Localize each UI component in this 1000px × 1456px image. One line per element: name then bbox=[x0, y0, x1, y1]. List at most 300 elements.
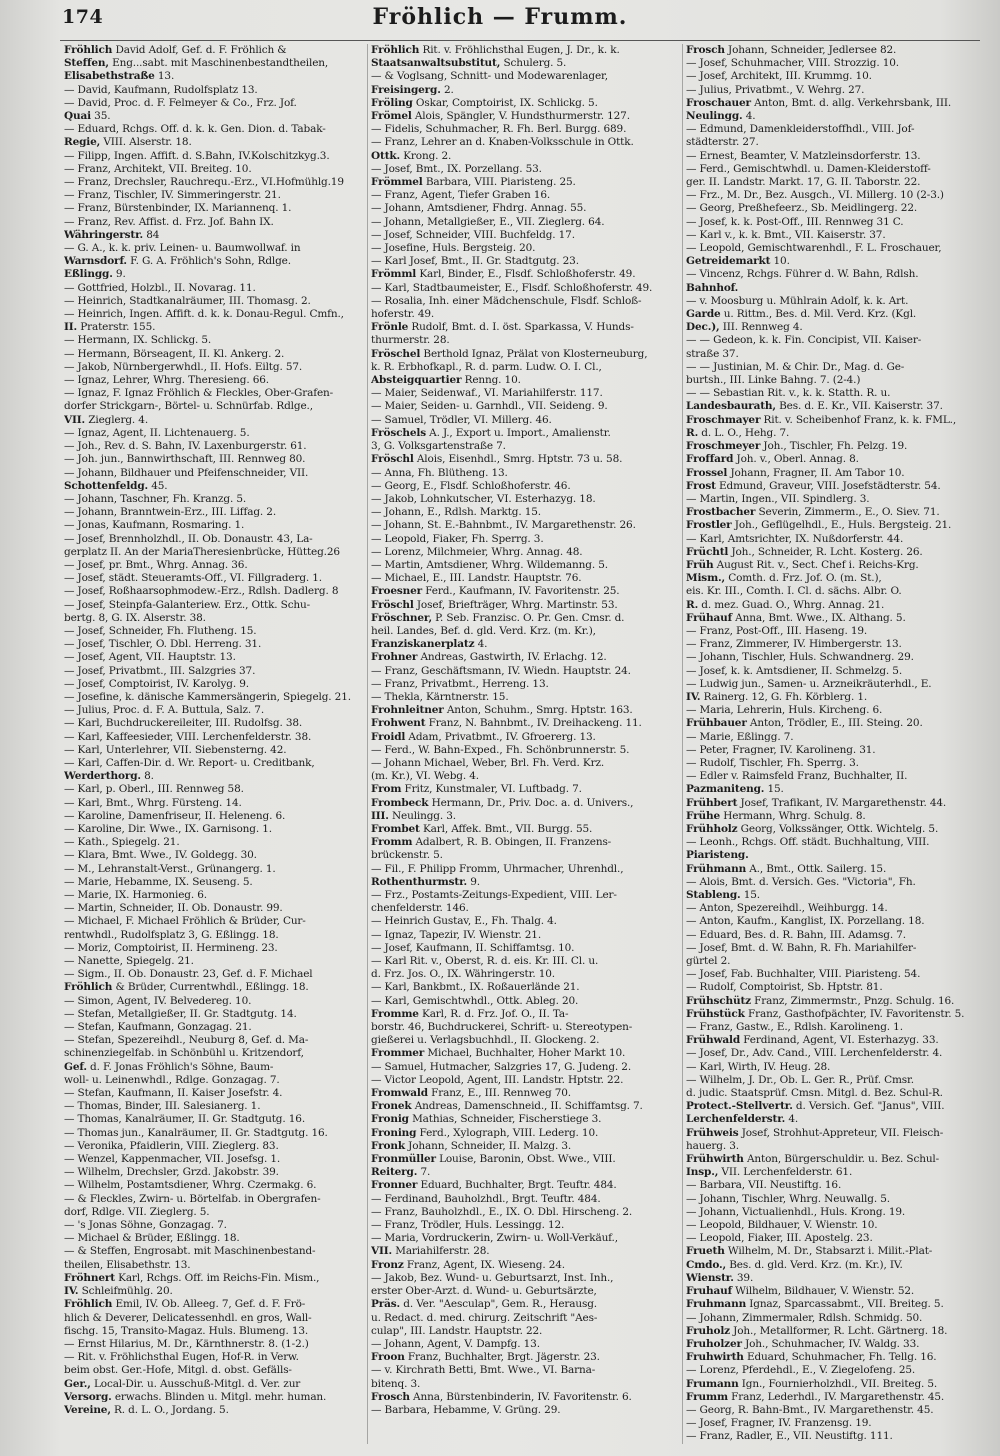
directory-entry-line: — Thekla, Kärntnerstr. 15. bbox=[371, 690, 509, 703]
directory-entry-line: — Marie, Eßlingg. 7. bbox=[686, 730, 794, 743]
directory-entry-line: — & Voglsang, Schnitt- und Modewarenlager, bbox=[371, 70, 608, 83]
directory-entry-line: — Franz, Radler, E., VII. Neustiftg. 111. bbox=[686, 1430, 893, 1443]
directory-entry-line: — Johann, Victualienhdl., Huls. Krong. 19. bbox=[686, 1205, 906, 1218]
directory-entry-line: Frohwent Franz, N. Bahnbmt., IV. Dreihackeng. 11. bbox=[371, 717, 642, 730]
directory-entry-line: rentwhdl., Rudolfsplatz 3, G. Eßlingg. 18. bbox=[64, 928, 279, 941]
directory-entry-line: Fröschl Josef, Briefträger, Whrg. Martinstr. 53. bbox=[371, 598, 618, 611]
directory-entry-line: — Franz, Rev. Affist. d. Frz. Jof. Bahn IX. bbox=[64, 215, 274, 228]
directory-entry-line: ger. II. Landstr. Markt. 17, G. II. Taborstr. 22. bbox=[686, 176, 921, 189]
directory-entry-line: — Josef, pr. Bmt., Whrg. Annag. 36. bbox=[64, 558, 248, 571]
directory-entry-line: fischg. 15, Transito-Magaz. Huls. Blumeng. 13. bbox=[64, 1324, 309, 1337]
directory-entry-line: Rothenthurmstr. 9. bbox=[371, 875, 480, 888]
directory-entry-line: thurmerstr. 28. bbox=[371, 334, 450, 347]
directory-entry-line: Fröhlich Emil, IV. Ob. Alleeg. 7, Gef. d. F. Frö- bbox=[64, 1298, 306, 1311]
directory-entry-line: Quai 35. bbox=[64, 110, 111, 123]
directory-entry-line: Frühweis Josef, Strohhut-Appreteur, VII. Fleisch- bbox=[686, 1126, 944, 1139]
directory-entry-line: gießerei u. Verlagsbuchhdl., II. Glockeng. 2. bbox=[371, 1034, 600, 1047]
directory-entry-line: — Karl, p. Oberl., III. Rennweg 58. bbox=[64, 783, 244, 796]
directory-entry-line: — Franz, Geschäftsmann, IV. Wiedn. Hauptstr. 24. bbox=[371, 664, 631, 677]
directory-entry-line: dorfer Strickgarn-, Börtel- u. Schnürfab. Rdlge., bbox=[64, 400, 313, 413]
directory-entry-line: Fronner Eduard, Buchhalter, Brgt. Teuftr. 484. bbox=[371, 1179, 617, 1192]
directory-entry-line: — Frz., Postamts-Zeitungs-Expedient, VIII. Ler- bbox=[371, 889, 617, 901]
directory-entry-line: — Karoline, Dir. Wwe., IX. Garnisong. 1. bbox=[64, 822, 272, 835]
directory-entry-line: — Maier, Seidenwaf., VI. Mariahilferstr. 117. bbox=[371, 387, 603, 400]
directory-entry-line: — Eduard, Rchgs. Off. d. k. k. Gen. Dion. d. Tabak- bbox=[64, 123, 326, 136]
directory-entry-line: II. Praterstr. 155. bbox=[64, 321, 156, 334]
directory-entry-line: — Karl, Kaffeesieder, VIII. Lerchenfelderstr. 38. bbox=[64, 730, 312, 743]
directory-entry-line: IV. Schleifmühlg. 20. bbox=[64, 1285, 173, 1298]
directory-entry-line: — Franz, Agent, Tiefer Graben 16. bbox=[371, 189, 551, 202]
directory-entry-line: d. judic. Staatsprüf. Cmsn. Mitgl. d. Bez. Schul-R. bbox=[686, 1087, 943, 1100]
directory-entry-line: — Franz, Drechsler, Rauchrequ.-Erz., VI.Hofmühlg.19 bbox=[64, 176, 344, 189]
directory-entry-line: — Peter, Fragner, IV. Karolineng. 31. bbox=[686, 743, 876, 756]
directory-entry-line: bitenq. 3. bbox=[371, 1377, 421, 1390]
directory-entry-line: — Martin, Schneider, II. Ob. Donaustr. 99. bbox=[64, 902, 283, 915]
directory-entry-line: — Josefine, k. dänische Kammersängerin, Spiegelg. 21. bbox=[64, 690, 351, 703]
directory-entry-line: hlich & Deverer, Delicatessenhdl. en gros, Wall- bbox=[64, 1311, 312, 1324]
directory-entry-line: Früh August Rit. v., Sect. Chef i. Reichs-Krg. bbox=[686, 558, 919, 571]
directory-entry-line: Frühstück Franz, Gasthofpächter, IV. Favoritenstr. 5. bbox=[686, 1007, 965, 1020]
directory-entry-line: Frosch Johann, Schneider, Jedlersee 82. bbox=[686, 44, 897, 56]
directory-entry-line: Staatsanwaltsubstitut, Schulerg. 5. bbox=[371, 57, 567, 70]
directory-entry-line: — Anton, Spezereihdl., Weihburgg. 14. bbox=[686, 902, 888, 915]
directory-entry-line: VII. Zieglerg. 4. bbox=[64, 413, 149, 426]
directory-entry-line: — Maier, Seiden- u. Garnhdl., VII. Seideng. 9. bbox=[371, 400, 608, 413]
page-number: 174 bbox=[62, 6, 104, 28]
directory-entry-line: — Stefan, Kaufmann, II. Kaiser Josefstr. 4. bbox=[64, 1087, 283, 1100]
directory-entry-line: u. Redact. d. med. chirurg. Zeitschrift "Aes- bbox=[371, 1311, 598, 1324]
directory-entry-line: eis. Kr. III., Comth. I. Cl. d. sächs. Albr. O. bbox=[686, 585, 902, 598]
directory-entry-line: Frombeck Hermann, Dr., Priv. Doc. a. d. Univers., bbox=[371, 796, 634, 809]
directory-entry-line: Frühauf Anna, Bmt. Wwe., IX. Althang. 5. bbox=[686, 611, 906, 624]
directory-entry-line: Frostbacher Severin, Zimmerm., E., O. Siev. 71. bbox=[686, 506, 940, 519]
directory-entry-line: erster Ober-Arzt. d. Wund- u. Geburtsärzte, bbox=[371, 1285, 597, 1298]
directory-entry-line: — Josef, Tischler, O. Dbl. Herreng. 31. bbox=[64, 638, 262, 651]
directory-entry-line: Getreidemarkt 10. bbox=[686, 255, 790, 268]
directory-entry-line: Landesbaurath, Bes. d. E. Kr., VII. Kaiserstr. 37. bbox=[686, 400, 943, 413]
directory-entry-line: — Maria, Vordruckerin, Zwirn- u. Woll-Verkäuf., bbox=[371, 1232, 618, 1245]
directory-entry-line: Früchtl Joh., Schneider, R. Lcht. Kosterg. 26. bbox=[686, 545, 923, 558]
directory-entry-line: — Josefine, Huls. Bergsteig. 20. bbox=[371, 242, 536, 255]
directory-entry-line: — Jakob, Lohnkutscher, VI. Esterhazyg. 18. bbox=[371, 492, 596, 505]
directory-entry-line: culap", III. Landstr. Hauptstr. 22. bbox=[371, 1324, 543, 1337]
directory-entry-line: Pazmaniteng. 15. bbox=[686, 783, 784, 796]
directory-entry-line: — Stefan, Spezereihdl., Neuburg 8, Gef. d. Ma- bbox=[64, 1034, 309, 1047]
directory-entry-line: — Johann, St. E.-Bahnbmt., IV. Margarethenstr. 26. bbox=[371, 519, 636, 532]
directory-entry-line: — Simon, Agent, IV. Belvedereg. 10. bbox=[64, 994, 252, 1007]
directory-entry-line: — Ludwig jun., Samen- u. Arzneikräuterhdl., E. bbox=[686, 677, 932, 690]
directory-entry-line: — Karl, Bankbmt., IX. Roßauerlände 21. bbox=[371, 981, 580, 994]
directory-entry-line: burtsh., III. Linke Bahng. 7. (2-4.) bbox=[686, 374, 861, 387]
directory-entry-line: Froning Ferd., Xylograph, VIII. Lederg. 10. bbox=[371, 1126, 599, 1139]
directory-entry-line: — Josef, Schuhmacher, VIII. Strozzig. 10. bbox=[686, 57, 899, 70]
directory-entry-line: — Josef, Comptoirist, IV. Karolyg. 9. bbox=[64, 677, 249, 690]
directory-entry-line: Frostler Joh., Geflügelhdl., E., Huls. Bergsteig. 21. bbox=[686, 519, 952, 532]
directory-entry-line: — — Gedeon, k. k. Fin. Concipist, VII. Kaiser- bbox=[686, 334, 922, 347]
directory-entry-line: — Moriz, Comptoirist, II. Hermineng. 23. bbox=[64, 941, 278, 954]
directory-entry-line: — Rosalia, Inh. einer Mädchenschule, Flsdf. Schloß- bbox=[371, 294, 642, 307]
directory-entry-line: — Johann, Tischler, Huls. Schwandnerg. 29. bbox=[686, 651, 914, 664]
directory-entry-line: beim obst. Ger.-Hofe, Mitgl. d. obst. Gefälls- bbox=[64, 1364, 292, 1377]
directory-entry-line: — Josef, Fab. Buchhalter, VIII. Piaristeng. 54. bbox=[686, 968, 921, 981]
directory-entry-line: — Josef, Brennholzhdl., II. Ob. Donaustr. 43, La- bbox=[64, 532, 313, 545]
directory-entry-line: Mism., Comth. d. Frz. Jof. O. (m. St.), bbox=[686, 572, 882, 585]
directory-entry-line: — Georg, E., Flsdf. Schloßhoferstr. 46. bbox=[371, 479, 571, 492]
directory-entry-line: Fruhwirth Eduard, Schuhmacher, Fh. Tellg. 16. bbox=[686, 1351, 937, 1364]
directory-entry-line: IV. Rainerg. 12, G. Fh. Körblerg. 1. bbox=[686, 690, 868, 703]
directory-entry-line: Warnsdorf. F. G. A. Fröhlich's Sohn, Rdlge. bbox=[64, 255, 291, 268]
directory-entry-line: Ger., Local-Dir. u. Ausschuß-Mitgl. d. Ver. zur bbox=[64, 1377, 301, 1390]
directory-entry-line: Fruhauf Wilhelm, Bildhauer, V. Wienstr. 52. bbox=[686, 1285, 915, 1298]
directory-entry-line: — Karl, Wirth, IV. Heug. 28. bbox=[686, 1060, 831, 1073]
directory-column-2 bbox=[371, 44, 679, 1444]
directory-entry-line: — Nanette, Spiegelg. 21. bbox=[64, 955, 194, 968]
directory-entry-line: Schottenfeldg. 45. bbox=[64, 479, 168, 492]
directory-entry-line: heil. Landes, Bef. d. gld. Verd. Krz. (m. Kr.), bbox=[371, 624, 596, 637]
directory-entry-line: — Ignaz, Agent, II. Lichtenauerg. 5. bbox=[64, 426, 250, 439]
directory-entry-line: — David, Proc. d. F. Felmeyer & Co., Frz. Jof. bbox=[64, 96, 297, 109]
directory-entry-line: — Jakob, Nürnbergerwhdl., II. Hofs. Eiltg. 57. bbox=[64, 360, 303, 373]
directory-entry-line: — Leonh., Rchgs. Off. städt. Buchhaltung, VIII. bbox=[686, 836, 930, 849]
directory-entry-line: Froon Franz, Buchhalter, Brgt. Jägerstr. 23. bbox=[371, 1351, 600, 1364]
directory-entry-line: — Michael & Brüder, Eßlingg. 18. bbox=[64, 1232, 240, 1245]
directory-entry-line: Fröhlich & Brüder, Currentwhdl., Eßlingg. 18. bbox=[64, 981, 309, 994]
directory-entry-line: Elisabethstraße 13. bbox=[64, 70, 175, 83]
directory-entry-line: — Joh. jun., Bannwirthschaft, III. Rennweg 80. bbox=[64, 453, 306, 466]
directory-entry-line: — Rit. v. Fröhlichsthal Eugen, Hof-R. in Verw. bbox=[64, 1351, 299, 1364]
directory-entry-line: — Karl Rit. v., Oberst, R. d. eis. Kr. III. Cl. u. bbox=[371, 955, 599, 968]
directory-entry-line: Cmdo., Bes. d. gld. Verd. Krz. (m. Kr.), IV. bbox=[686, 1258, 903, 1271]
directory-entry-line: — Leopold, Gemischtwarenhdl., F. L. Froschauer, bbox=[686, 242, 942, 255]
directory-entry-line: — Johann, Branntwein-Erz., III. Liffag. 2. bbox=[64, 506, 277, 519]
directory-entry-line: Regie, VIII. Alserstr. 18. bbox=[64, 136, 192, 149]
directory-entry-line: chenfelderstr. 146. bbox=[371, 902, 469, 915]
directory-entry-line: — Thomas jun., Kanalräumer, II. Gr. Stadtgutg. 16. bbox=[64, 1126, 328, 1139]
directory-entry-line: Froffard Joh. v., Oberl. Annag. 8. bbox=[686, 453, 859, 466]
directory-entry-line: Fröhlich David Adolf, Gef. d. F. Fröhlich & bbox=[64, 44, 287, 56]
directory-entry-line: Lerchenfelderstr. 4. bbox=[686, 1113, 799, 1126]
directory-entry-line: Frühwirth Anton, Bürgerschuldir. u. Bez. Schul- bbox=[686, 1153, 940, 1166]
directory-entry-line: — Eduard, Bes. d. R. Bahn, III. Adamsg. 7. bbox=[686, 928, 906, 941]
directory-entry-line: — Marie, Hebamme, IX. Seuseng. 5. bbox=[64, 875, 253, 888]
directory-entry-line: Frohnleitner Anton, Schuhm., Smrg. Hptstr. 163. bbox=[371, 704, 633, 717]
directory-entry-line: Fruholzer Joh., Schuhmacher, IV. Waldg. 33. bbox=[686, 1337, 920, 1350]
directory-entry-line: — David, Kaufmann, Rudolfsplatz 13. bbox=[64, 83, 258, 96]
directory-entry-line: Frühholz Georg, Volkssänger, Ottk. Wichtelg. 5. bbox=[686, 822, 939, 835]
directory-entry-line: — Josef, Steinpfa-Galanteriew. Erz., Ottk. Schu- bbox=[64, 598, 311, 611]
directory-entry-line: Frühbert Josef, Trafikant, IV. Margarethenstr. 44. bbox=[686, 796, 947, 809]
directory-entry-line: — & Steffen, Engrosabt. mit Maschinenbestand- bbox=[64, 1245, 316, 1258]
directory-entry-line: — Wilhelm, Drechsler, Grzd. Jakobstr. 39. bbox=[64, 1166, 279, 1179]
directory-entry-line: Währingerstr. 84 bbox=[64, 228, 160, 241]
directory-entry-line: Frühe Hermann, Whrg. Schulg. 8. bbox=[686, 809, 866, 822]
directory-entry-line: gerplatz II. An der MariaTheresienbrücke, Hütteg.26 bbox=[64, 545, 340, 558]
directory-entry-line: — Leopold, Fiaker, III. Apostelg. 23. bbox=[686, 1232, 873, 1245]
directory-entry-line: — Josef, städt. Steueramts-Off., VI. Fillgraderg. 1. bbox=[64, 572, 322, 585]
directory-entry-line: — Victor Leopold, Agent, III. Landstr. Hptstr. 22. bbox=[371, 1073, 624, 1086]
directory-entry-line: — Michael, E., III. Landstr. Hauptstr. 76. bbox=[371, 572, 582, 585]
directory-entry-line: — Jakob, Bez. Wund- u. Geburtsarzt, Inst. Inh., bbox=[371, 1271, 614, 1284]
directory-entry-line: schinenziegelfab. in Schönbühl u. Kritzendorf, bbox=[64, 1047, 304, 1060]
directory-entry-line: Fröschel Berthold Ignaz, Prälat von Klosterneuburg, bbox=[371, 347, 648, 360]
column-divider bbox=[682, 44, 683, 1444]
directory-entry-line: — Wilhelm, Postamtsdiener, Whrg. Czermakg. 6. bbox=[64, 1179, 317, 1192]
directory-entry-line: Fröschner, P. Seb. Franzisc. O. Pr. Gen. Cmsr. d. bbox=[371, 611, 625, 624]
directory-entry-line: Protect.-Stellvertr. d. Versich. Gef. "Janus", VIII. bbox=[686, 1100, 945, 1113]
directory-entry-line: — Franz, Lehrer an d. Knaben-Volksschule in Ottk. bbox=[371, 136, 634, 149]
directory-entry-line: — Josef, Agent, VII. Hauptstr. 13. bbox=[64, 651, 236, 664]
directory-entry-line: — v. Kirchrath Betti, Bmt. Wwe., VI. Barna- bbox=[371, 1364, 596, 1377]
directory-entry-line: — Karl v., k. k. Bmt., VII. Kaiserstr. 37. bbox=[686, 228, 886, 241]
directory-entry-line: Fronk Johann, Schneider, II. Malzg. 3. bbox=[371, 1139, 572, 1152]
directory-entry-line: Frueth Wilhelm, M. Dr., Stabsarzt i. Milit.-Plat- bbox=[686, 1245, 933, 1258]
directory-entry-line: — Sigm., II. Ob. Donaustr. 23, Gef. d. F. Michael bbox=[64, 968, 313, 981]
directory-entry-line: Fromm Adalbert, R. B. Obingen, II. Franzens- bbox=[371, 836, 612, 849]
directory-entry-line: hauerg. 3. bbox=[686, 1139, 739, 1152]
directory-entry-line: — Franz, Gastw., E., Rdlsh. Karolineng. 1. bbox=[686, 1021, 903, 1034]
directory-entry-line: — Vincenz, Rchgs. Führer d. W. Bahn, Rdlsh. bbox=[686, 268, 919, 281]
directory-entry-line: Fröschl Alois, Eisenhdl., Smrg. Hptstr. 73 u. 58. bbox=[371, 453, 623, 466]
directory-entry-line: borstr. 46, Buchdruckerei, Schrift- u. Stereotypen- bbox=[371, 1021, 633, 1034]
directory-entry-line: Vereine, R. d. L. O., Jordang. 5. bbox=[64, 1403, 229, 1416]
directory-entry-line: bertg. 8, G. IX. Alserstr. 38. bbox=[64, 611, 206, 624]
directory-entry-line: — Johann Michael, Weber, Brl. Fh. Verd. Krz. bbox=[371, 756, 605, 769]
directory-entry-line: Frönle Rudolf, Bmt. d. I. öst. Sparkassa, V. Hunds- bbox=[371, 321, 634, 334]
directory-entry-line: Fröhlich Rit. v. Fröhlichsthal Eugen, J. Dr., k. k. bbox=[371, 44, 620, 56]
running-title: Fröhlich — Frumm. bbox=[372, 4, 628, 30]
directory-entry-line: — M., Lehranstalt-Verst., Grünangerg. 1. bbox=[64, 862, 276, 875]
page-header bbox=[0, 0, 1000, 40]
directory-entry-line: Franziskanerplatz 4. bbox=[371, 638, 488, 651]
directory-entry-line: Fröling Oskar, Comptoirist, IX. Schlickg. 5. bbox=[371, 96, 598, 109]
directory-entry-line: — Ignaz, F. Ignaz Fröhlich & Fleckles, Ober-Grafen- bbox=[64, 387, 334, 400]
directory-entry-line: — Ernst Hilarius, M. Dr., Kärnthnerstr. 8. (1-2.) bbox=[64, 1337, 309, 1350]
directory-entry-line: — Franz, Trödler, Huls. Lessingg. 12. bbox=[371, 1219, 565, 1232]
directory-entry-line: — Wenzel, Kappenmacher, VII. Josefsg. 1. bbox=[64, 1153, 281, 1166]
directory-entry-line: — v. Moosburg u. Mühlrain Adolf, k. k. Art. bbox=[686, 294, 909, 307]
directory-entry-line: Froschmeyer Joh., Tischler, Fh. Pelzg. 19. bbox=[686, 440, 908, 453]
directory-entry-line: — Martin, Amtsdiener, Whrg. Wildemanng. 5. bbox=[371, 558, 608, 571]
directory-entry-line: — Georg, Preßhefeerz., Sb. Meidlingerg. 22. bbox=[686, 202, 918, 215]
directory-entry-line: — Hermann, Börseagent, II. Kl. Ankerg. 2. bbox=[64, 347, 285, 360]
directory-entry-line: — Franz, Tischler, IV. Simmeringerstr. 21. bbox=[64, 189, 281, 202]
directory-entry-line: Fronz Franz, Agent, IX. Wieseng. 24. bbox=[371, 1258, 565, 1271]
directory-entry-line: — Josef, k. k. Post-Off., III. Rennweg 31 C. bbox=[686, 215, 904, 228]
directory-entry-line: — Johann, Metallgießer, E., VII. Zieglerg. 64. bbox=[371, 215, 605, 228]
directory-entry-line: Fronek Andreas, Damenschneid., II. Schiffamtsg. 7. bbox=[371, 1100, 643, 1113]
header-rule bbox=[60, 40, 980, 41]
directory-entry-line: Steffen, Eng...sabt. mit Maschinenbestandtheilen, bbox=[64, 57, 329, 70]
directory-entry-line: Piaristeng. bbox=[686, 849, 749, 862]
directory-entry-line: Fruholz Joh., Metallformer, R. Lcht. Gärtnerg. 18. bbox=[686, 1324, 948, 1337]
directory-entry-line: — Karl, Gemischtwhdl., Ottk. Ableg. 20. bbox=[371, 994, 579, 1007]
directory-entry-line: — Karl, Buchdruckereileiter, III. Rudolfsg. 38. bbox=[64, 717, 303, 730]
directory-entry-line: — Joh., Rev. d. S. Bahn, IV. Laxenburgerstr. 61. bbox=[64, 440, 307, 453]
directory-entry-line: — Veronika, Pfaidlerin, VIII. Zieglerg. 83. bbox=[64, 1139, 279, 1152]
directory-entry-line: — Ferd., Gemischtwhdl. u. Damen-Kleiderstoff- bbox=[686, 162, 931, 175]
directory-entry-line: — Josef, Privatbmt., III. Salzgries 37. bbox=[64, 664, 256, 677]
directory-entry-line: — Frz., M. Dr., Bez. Ausgch., VI. Millerg. 10 (2-3.) bbox=[686, 189, 944, 202]
directory-entry-line: — Josef, Bmt. d. W. Bahn, R. Fh. Mariahilfer- bbox=[686, 941, 917, 954]
directory-entry-line: — Fil., F. Philipp Fromm, Uhrmacher, Uhrenhdl., bbox=[371, 862, 624, 875]
directory-entry-line: III. Neulingg. 3. bbox=[371, 809, 456, 822]
directory-entry-line: — Johann, Amtsdiener, Fhdrg. Annag. 55. bbox=[371, 202, 587, 215]
directory-entry-line: — Heinrich, Ingen. Affift. d. k. k. Donau-Regul. Cmfn., bbox=[64, 308, 344, 321]
directory-entry-line: — Karl, Bmt., Whrg. Fürsteng. 14. bbox=[64, 796, 242, 809]
directory-entry-line: — Franz, Post-Off., III. Haseng. 19. bbox=[686, 624, 868, 637]
directory-entry-line: — Kath., Spiegelg. 21. bbox=[64, 836, 180, 849]
directory-entry-line: — Josef, k. k. Amtsdiener, II. Schmelzg. 5. bbox=[686, 664, 903, 677]
directory-entry-line: Frühmann A., Bmt., Ottk. Sailerg. 15. bbox=[686, 862, 887, 875]
directory-entry-line: gürtel 2. bbox=[686, 955, 731, 968]
directory-entry-line: — Johann, Bildhauer und Pfeifenschneider, VII. bbox=[64, 466, 309, 479]
directory-entry-line: — Leopold, Bildhauer, V. Wienstr. 10. bbox=[686, 1219, 878, 1232]
directory-entry-line: Wienstr. 39. bbox=[686, 1271, 754, 1284]
directory-entry-line: Insp., VII. Lerchenfelderstr. 61. bbox=[686, 1166, 853, 1179]
directory-entry-line: Freisingerg. 2. bbox=[371, 83, 454, 96]
directory-entry-line: Absteigquartier Renng. 10. bbox=[371, 374, 521, 387]
directory-entry-line: Frommer Michael, Buchhalter, Hoher Markt 10. bbox=[371, 1047, 626, 1060]
directory-entry-line: — Lorenz, Pferdehdl., E., V. Ziegelofeng. 25. bbox=[686, 1364, 916, 1377]
directory-entry-line: VII. Mariahilferstr. 28. bbox=[371, 1245, 490, 1258]
directory-entry-line: — Gottfried, Holzbl., II. Novarag. 11. bbox=[64, 281, 256, 294]
directory-entry-line: Eßlingg. 9. bbox=[64, 268, 126, 281]
directory-entry-line: Froidl Adam, Privatbmt., IV. Gfroererg. 13. bbox=[371, 730, 596, 743]
directory-entry-line: — Franz, Bauholzhdl., E., IX. O. Dbl. Hirscheng. 2. bbox=[371, 1205, 633, 1218]
directory-entry-line: — Josef, Schneider, VIII. Buchfeldg. 17. bbox=[371, 228, 575, 241]
directory-entry-line: Froschmayer Rit. v. Scheibenhof Franz, k. k. FML., bbox=[686, 413, 957, 426]
directory-entry-line: Frömml Karl, Binder, E., Flsdf. Schloßhoferstr. 49. bbox=[371, 268, 636, 281]
directory-entry-line: — Marie, IX. Harmonieg. 6. bbox=[64, 889, 207, 901]
directory-column-3 bbox=[686, 44, 992, 1444]
directory-entry-line: — Franz, Bürstenbinder, IX. Mariannenq. 1. bbox=[64, 202, 292, 215]
directory-entry-line: — Julius, Privatbmt., V. Wehrg. 27. bbox=[686, 83, 865, 96]
directory-entry-line: — Georg, R. Bahn-Bmt., IV. Margarethenstr. 45. bbox=[686, 1403, 934, 1416]
directory-entry-line: — — Sebastian Rit. v., k. k. Statth. R. u. bbox=[686, 387, 891, 400]
directory-entry-line: k. R. Erbhofkapl., R. d. parm. Ludw. O. I. Cl., bbox=[371, 360, 602, 373]
directory-entry-line: — Josef, Schneider, Fh. Flutheng. 15. bbox=[64, 624, 257, 637]
directory-entry-line: — & Fleckles, Zwirn- u. Börtelfab. in Obergrafen- bbox=[64, 1192, 321, 1205]
directory-entry-line: — Lorenz, Milchmeier, Whrg. Annag. 48. bbox=[371, 545, 583, 558]
directory-entry-line: — Ignaz, Tapezir, IV. Wienstr. 21. bbox=[371, 928, 542, 941]
directory-entry-line: — Karl, Caffen-Dir. d. Wr. Report- u. Creditbank, bbox=[64, 756, 315, 769]
directory-entry-line: Frost Edmund, Graveur, VIII. Josefstädterstr. 54. bbox=[686, 479, 941, 492]
directory-entry-line: Fröschels A. J., Export u. Import., Amalienstr. bbox=[371, 426, 611, 439]
directory-entry-line: hoferstr. 49. bbox=[371, 308, 435, 321]
directory-entry-line: — Franz, Privatbmt., Herreng. 13. bbox=[371, 677, 549, 690]
directory-entry-line: Bahnhof. bbox=[686, 281, 739, 294]
directory-entry-line: Werderthorg. 8. bbox=[64, 770, 154, 783]
directory-entry-line: Gef. d. F. Jonas Fröhlich's Söhne, Baum- bbox=[64, 1060, 274, 1073]
directory-entry-line: — Johann, Tischler, Whrg. Neuwallg. 5. bbox=[686, 1192, 890, 1205]
directory-entry-line: — Samuel, Hutmacher, Salzgries 17, G. Judeng. 2. bbox=[371, 1060, 632, 1073]
directory-entry-line: — Franz, Architekt, VII. Breiteg. 10. bbox=[64, 162, 252, 175]
directory-entry-line: städterstr. 27. bbox=[686, 136, 759, 149]
directory-entry-line: — Samuel, Trödler, VI. Millerg. 46. bbox=[371, 413, 552, 426]
directory-entry-line: Fromwald Franz, E., III. Rennweg 70. bbox=[371, 1087, 571, 1100]
directory-entry-line: — Anna, Fh. Blütheng. 13. bbox=[371, 466, 508, 479]
directory-entry-line: woll- u. Leinenwhdl., Rdlge. Gonzagag. 7. bbox=[64, 1073, 280, 1086]
directory-entry-line: — Barbara, VII. Neustiftg. 16. bbox=[686, 1179, 842, 1192]
directory-entry-line: — Edmund, Damenkleiderstoffhdl., VIII. Jof- bbox=[686, 123, 915, 136]
directory-entry-line: — Heinrich, Stadtkanalräumer, III. Thomasg. 2. bbox=[64, 294, 311, 307]
directory-entry-line: Fröhnert Karl, Rchgs. Off. im Reichs-Fin. Mism., bbox=[64, 1271, 320, 1284]
column-divider bbox=[367, 44, 368, 1444]
directory-entry-line: — Josef, Fragner, IV. Franzensg. 19. bbox=[686, 1417, 872, 1430]
directory-entry-line: — Johann, E., Rdlsh. Marktg. 15. bbox=[371, 506, 541, 519]
directory-entry-line: — Franz, Zimmerer, IV. Himbergerstr. 13. bbox=[686, 638, 902, 651]
directory-entry-line: Frömmel Barbara, VIII. Piaristeng. 25. bbox=[371, 176, 576, 189]
directory-entry-line: Frumm Franz, Lederhdl., IV. Margarethenstr. 45. bbox=[686, 1390, 945, 1403]
directory-entry-line: — Leopold, Fiaker, Fh. Sperrg. 3. bbox=[371, 532, 544, 545]
directory-entry-line: — Stefan, Kaufmann, Gonzagag. 21. bbox=[64, 1021, 252, 1034]
directory-entry-line: Versorg. erwachs. Blinden u. Mitgl. mehr. human. bbox=[64, 1390, 327, 1403]
directory-entry-line: Frohner Andreas, Gastwirth, IV. Erlachg. 12. bbox=[371, 651, 607, 664]
directory-entry-line: — Karl, Stadtbaumeister, E., Flsdf. Schloßhoferstr. 49. bbox=[371, 281, 653, 294]
directory-entry-line: Frombet Karl, Affek. Bmt., VII. Burgg. 55. bbox=[371, 822, 593, 835]
directory-entry-line: — Josef, Architekt, III. Krummg. 10. bbox=[686, 70, 872, 83]
directory-entry-line: — Jonas, Kaufmann, Rosmaring. 1. bbox=[64, 519, 245, 532]
directory-entry-line: R. d. mez. Guad. O., Whrg. Annag. 21. bbox=[686, 598, 885, 611]
directory-entry-line: 3, G. Volksgartenstraße 7. bbox=[371, 440, 506, 453]
directory-entry-line: — Josef, Roßhaarsophmodew.-Erz., Rdlsh. Dadlerg. 8 bbox=[64, 585, 339, 598]
directory-column-1 bbox=[64, 44, 364, 1444]
directory-entry-line: — Johann, Zimmermaler, Rdlsh. Schmidg. 50. bbox=[686, 1311, 923, 1324]
directory-entry-line: — Ernest, Beamter, V. Matzleinsdorferstr. 13. bbox=[686, 149, 921, 162]
directory-entry-line: — Anton, Kaufm., Kanglist, IX. Porzellang. 18. bbox=[686, 915, 925, 928]
directory-entry-line: Fronig Mathias, Schneider, Fischerstiege 3. bbox=[371, 1113, 602, 1126]
directory-entry-line: Reiterg. 7. bbox=[371, 1166, 431, 1179]
directory-entry-line: Fruhmann Ignaz, Sparcassabmt., VII. Breiteg. 5. bbox=[686, 1298, 944, 1311]
directory-entry-line: Fromme Karl, R. d. Frz. Jof. O., II. Ta- bbox=[371, 1007, 569, 1020]
directory-entry-line: — Maria, Lehrerin, Huls. Kircheng. 6. bbox=[686, 704, 883, 717]
directory-entry-line: R. d. L. O., Hehg. 7. bbox=[686, 426, 790, 439]
directory-entry-line: — Martin, Ingen., VII. Spindlerg. 3. bbox=[686, 492, 870, 505]
directory-entry-line: — G. A., k. k. priv. Leinen- u. Baumwollwaf. in bbox=[64, 242, 301, 255]
directory-entry-line: — Ignaz, Lehrer, Whrg. Theresieng. 66. bbox=[64, 374, 269, 387]
directory-entry-line: Fronmüller Louise, Baronin, Obst. Wwe., VIII. bbox=[371, 1153, 616, 1166]
directory-entry-line: dorf, Rdlge. VII. Zieglerg. 5. bbox=[64, 1205, 210, 1218]
directory-entry-line: Präs. d. Ver. "Aesculap", Gem. R., Herausg. bbox=[371, 1298, 597, 1311]
directory-entry-line: Ottk. Krong. 2. bbox=[371, 149, 452, 162]
directory-entry-line: — Stefan, Metallgießer, II. Gr. Stadtgutg. 14. bbox=[64, 1007, 297, 1020]
directory-entry-line: — Josef, Bmt., IX. Porzellang. 53. bbox=[371, 162, 542, 175]
directory-entry-line: Frossel Johann, Fragner, II. Am Tabor 10. bbox=[686, 466, 905, 479]
directory-entry-line: — Josef, Dr., Adv. Cand., VIII. Lerchenfelderstr. 4. bbox=[686, 1047, 943, 1060]
directory-entry-line: Frühbauer Anton, Trödler, E., III. Steing. 20. bbox=[686, 717, 923, 730]
directory-entry-line: — Thomas, Kanalräumer, II. Gr. Stadtgutg. 16. bbox=[64, 1113, 306, 1126]
directory-entry-line: — Alois, Bmt. d. Versich. Ges. "Victoria", Fh. bbox=[686, 875, 916, 888]
directory-entry-line: Frühschütz Franz, Zimmermstr., Pnzg. Schulg. 16. bbox=[686, 994, 955, 1007]
directory-entry-line: Frumann Ign., Fournierholzhdl., VII. Breiteg. 5. bbox=[686, 1377, 938, 1390]
directory-entry-line: Stableng. 15. bbox=[686, 889, 760, 901]
directory-entry-line: — Karl Josef, Bmt., II. Gr. Stadtgutg. 23. bbox=[371, 255, 579, 268]
directory-entry-line: Frühwald Ferdinand, Agent, VI. Esterhazyg. 33. bbox=[686, 1034, 939, 1047]
directory-entry-line: — Edler v. Raimsfeld Franz, Buchhalter, II. bbox=[686, 770, 908, 783]
directory-entry-line: — Julius, Proc. d. F. A. Buttula, Salz. 7. bbox=[64, 704, 265, 717]
directory-entry-line: brückenstr. 5. bbox=[371, 849, 443, 862]
directory-entry-line: — Ferd., W. Bahn-Exped., Fh. Schönbrunnerstr. 5. bbox=[371, 743, 630, 756]
directory-entry-line: — Barbara, Hebamme, V. Grüng. 29. bbox=[371, 1403, 561, 1416]
directory-entry-line: — — Justinian, M. & Chir. Dr., Mag. d. Ge- bbox=[686, 360, 905, 373]
directory-entry-line: Frosch Anna, Bürstenbinderin, IV. Favoritenstr. 6. bbox=[371, 1390, 632, 1403]
directory-entry-line: — Klara, Bmt. Wwe., IV. Goldegg. 30. bbox=[64, 849, 257, 862]
directory-entry-line: — 's Jonas Söhne, Gonzagag. 7. bbox=[64, 1219, 227, 1232]
directory-entry-line: — Ferdinand, Bauholzhdl., Brgt. Teuftr. 484. bbox=[371, 1192, 601, 1205]
directory-entry-line: — Johann, Taschner, Fh. Kranzg. 5. bbox=[64, 492, 247, 505]
directory-entry-line: Neulingg. 4. bbox=[686, 110, 756, 123]
directory-entry-line: — Rudolf, Tischler, Fh. Sperrg. 3. bbox=[686, 756, 859, 769]
